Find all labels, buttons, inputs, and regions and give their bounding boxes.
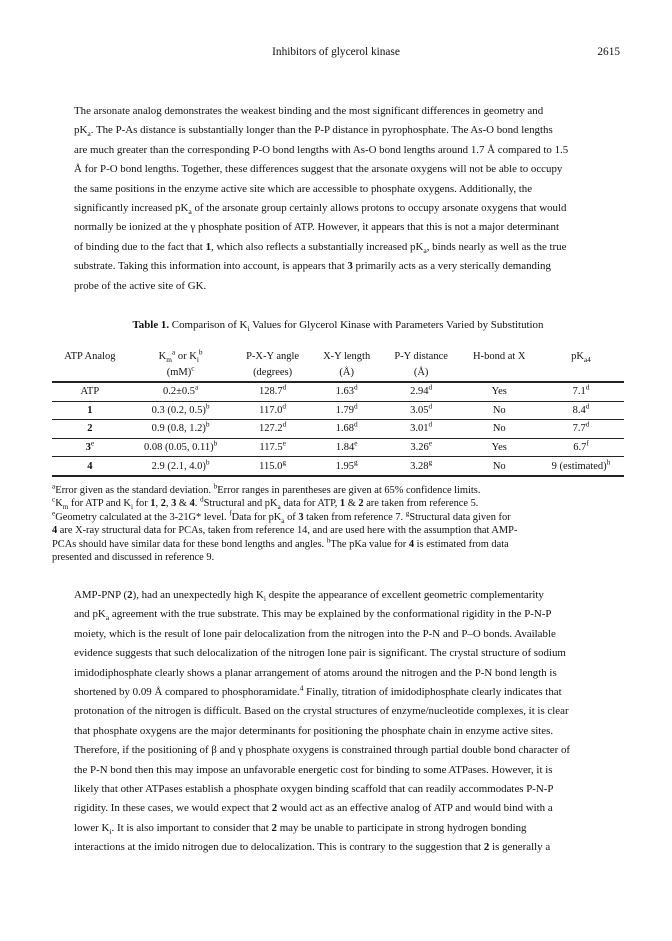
table-footnotes (52, 484, 624, 564)
text-line: Therefore, if the positioning of β and γ phosphate oxygens is constrained through partial double bond character of (74, 744, 571, 757)
text-line: protonation of the nitrogen is difficult. Based on the crystal structures of enzyme/nucleotide complexes, it is clear (74, 705, 569, 718)
running-header (0, 46, 672, 62)
text-line: shortened by 0.09 Å compared to phosphoramidate.$^4$ Finally, titration of imidodiphosphate clearly indicates that (74, 683, 562, 699)
table-caption: Table 1. Comparison of $K_i$ Values for Glycerol Kinase with Parameters Varied by Substitution (132, 319, 544, 334)
text-line: normally be ionized at the γ phosphate position of ATP. However, it appears that this is not a major determinant (74, 221, 559, 234)
text-line: $^a$Error given as the standard deviation. $^b$Error ranges in parentheses are given at 65% confidence limits. (52, 482, 481, 496)
text-line: $^e$Geometry calculated at the 3-21G* level. $^f$Data for $pK_a$ of 3 taken from reference 7. $^g$Structural data given for (52, 509, 511, 525)
text-line: lower $K_i$. It is also important to consider that 2 may be unable to participate in strong hydrogen bonding (74, 821, 527, 837)
table-cell: 0.08 (0.05, 0.11)$^b$ (128, 438, 234, 457)
text-line: $pK_a$. The P-As distance is substantially longer than the P-P distance in pyrophosphate. The As-O bond lengths (74, 124, 553, 139)
table-cell: 1.84e (312, 438, 382, 457)
text-line: PCAs should have similar data for these bond lengths and angles. $^h$The pKa value for 4 is estimated from data (52, 536, 509, 550)
table-cell: 2.9 (2.1, 4.0)$^b$ (128, 457, 234, 476)
text-line: imidodiphosphate clearly shows a planar arrangement of atoms around the nitrogen and the P-N bond length is (74, 666, 557, 679)
table-body (52, 382, 624, 476)
table-header-row (52, 349, 624, 365)
col-units-angle: (degrees) (253, 367, 293, 378)
text-line: presented and discussed in reference 9. (52, 552, 215, 564)
text-line: of binding due to the fact that 1, which also reflects a substantially increased $pK_a$, binds nearly as well as the true (74, 240, 567, 256)
col-units-km-ki: (mM)$^c$ (166, 363, 195, 378)
text-line: 4 are X-ray structural data for PCAs, taken from reference 14, and are used here with the assumption that AMP- (52, 525, 518, 537)
col-header-analog: ATP Analog (64, 351, 116, 362)
table-cell: 1.95$^g$ (312, 457, 382, 476)
table-cell: 128.7$^d$ (234, 382, 312, 401)
text-line: moiety, which is the result of lone pair delocalization from the nitrogen into the P-N and P–O bonds. Available (74, 627, 556, 640)
table-cell: 115.0$^g$ (234, 457, 312, 476)
table-cell: Yes (461, 382, 538, 401)
text-line: AMP-PNP (2), had an unexpectedly high $K_i$ despite the appearance of excellent geometric complementarity (74, 589, 544, 604)
table-cell: 2 (52, 420, 128, 439)
table-row (52, 420, 624, 439)
comparison-table (52, 349, 624, 477)
paragraph-amp-pnp (52, 586, 624, 858)
table-row (52, 457, 624, 476)
text-line: likely that other ATPases establish a phosphate oxygen binding scaffold that can readily accommodates P-N-P (74, 783, 554, 796)
table-cell: 6.7$^f$ (538, 438, 624, 457)
table-cell: 1.63$^d$ (312, 382, 382, 401)
table-cell: 3.28$^g$ (382, 457, 461, 476)
table-row (52, 382, 624, 401)
table-cell: 117.5e (234, 438, 312, 457)
text-line: The arsonate analog demonstrates the weakest binding and the most significant differences in geometry and (74, 105, 544, 117)
running-title: Inhibitors of glycerol kinase (272, 46, 400, 58)
table-header-units-row (52, 365, 624, 382)
col-header-pka: $pK_{a4}$ (571, 351, 591, 365)
table-cell: 8.4$^d$ (538, 401, 624, 420)
text-line: and $pK_a$ agreement with the true substrate. This may be explained by the conformational rigidity in the P-N-P (74, 608, 552, 623)
table-cell: 3.01$^d$ (382, 420, 461, 439)
table-cell: 127.2$^d$ (234, 420, 312, 439)
col-header-distance: P-Y distance (394, 351, 448, 362)
table-cell: 3.05$^d$ (382, 401, 461, 420)
col-units-length: (Å) (339, 367, 354, 378)
text-line: that phosphate oxygens are the major determinants for positioning the phosphate chain in enzyme active sites. (74, 724, 554, 737)
paragraph-amp-pnp-text (52, 586, 624, 858)
table-cell: 117.0$^d$ (234, 401, 312, 420)
col-units-distance: (Å) (413, 367, 429, 378)
text-line: $^cK_m$ for ATP and $K_i$ for 1, 2, 3 & 4. $^d$Structural and $pK_a$ data for ATP, 1 & 2 are taken from reference 5. (52, 495, 479, 512)
table-cell: 0.3 (0.2, 0.5)$^b$ (128, 401, 234, 420)
table-cell: ATP (52, 382, 128, 401)
table-cell: 0.9 (0.8, 1.2)$^b$ (128, 420, 234, 439)
col-header-angle: P-X-Y angle (246, 351, 300, 362)
col-units-pka (538, 365, 624, 382)
table-cell: No (461, 420, 538, 439)
table-cell: Yes (461, 438, 538, 457)
table-cell: 9 (estimated)$^h$ (538, 457, 624, 476)
col-units-analog (52, 365, 128, 382)
table-cell: No (461, 401, 538, 420)
text-line: probe of the active site of GK. (74, 279, 207, 292)
table-cell: 1.79$^d$ (312, 401, 382, 420)
col-units-hbond (461, 365, 538, 382)
text-line: evidence suggests that such delocalization of the nitrogen lone pair is significant. The crystal structure of sodium (74, 647, 566, 660)
text-line: rigidity. In these cases, we would expect that 2 would act as an effective analog of ATP and would bind with a (74, 802, 553, 815)
table-cell: 1.68$^d$ (312, 420, 382, 439)
table-cell: 1 (52, 401, 128, 420)
table-cell: 3e (52, 438, 128, 457)
text-line: are much greater than the corresponding P-O bond lengths with As-O bond lengths around 1.7 Å compared to 1.5 (74, 143, 569, 156)
table-row (52, 438, 624, 457)
col-header-km-ki: $K_m^a$ or $K_i^b$ (158, 347, 203, 365)
table-cell: 3.26e (382, 438, 461, 457)
text-line: interactions at the imido nitrogen due to delocalization. This is contrary to the suggestion that 2 is generally a (74, 841, 551, 854)
paragraph-arsonate-text (52, 102, 624, 296)
table-cell: 7.1$^d$ (538, 382, 624, 401)
paragraph-arsonate (52, 102, 624, 296)
table-cell: 4 (52, 457, 128, 476)
page-number: 2615 (597, 46, 620, 58)
text-line: significantly increased $pK_a$ of the arsonate group certainly allows protons to occupy arsonate oxygens that would (74, 202, 567, 217)
text-line: substrate. Taking this information into account, is appears that 3 primarily acts as a very sterically demanding (74, 260, 551, 273)
text-line: the P-N bond then this may impose an unfavorable energetic cost for binding to some ATPases. However, it is (74, 763, 553, 776)
table-row (52, 401, 624, 420)
table-cell: No (461, 457, 538, 476)
text-line: Å for P-O bond lengths. Together, these differences suggest that the arsonate oxygens will not be able to occupy (74, 163, 563, 176)
col-header-length: X-Y length (323, 351, 371, 362)
table-cell: 0.2±0.5$^a$ (128, 382, 234, 401)
text-line: the same positions in the enzyme active site which are accessible to phosphate oxygens. Additionally, the (74, 182, 533, 195)
col-header-hbond: H-bond at X (473, 351, 526, 362)
table-cell: 2.94$^d$ (382, 382, 461, 401)
table-cell: 7.7$^d$ (538, 420, 624, 439)
